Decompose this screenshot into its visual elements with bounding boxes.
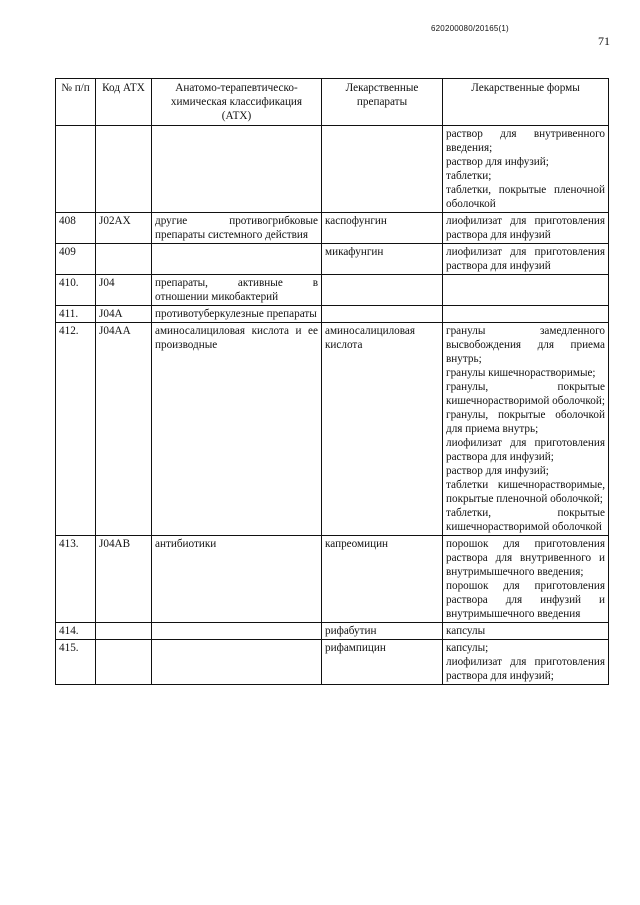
table-header-row — [56, 79, 609, 126]
header-num: № п/п — [56, 79, 96, 126]
dosage-forms — [443, 244, 609, 275]
atx-code — [96, 244, 152, 275]
atx-code — [96, 126, 152, 213]
table-row — [56, 244, 609, 275]
dosage-form-item: лиофилизат для приготовления раствора для инфузий; — [446, 656, 605, 682]
table-row — [56, 536, 609, 623]
drug-name: капреомицин — [322, 536, 443, 623]
dosage-form-item: раствор для инфузий; — [446, 465, 549, 477]
drug-name: рифабутин — [322, 623, 443, 640]
dosage-form-item: таблетки; — [446, 170, 492, 182]
atx-classification — [152, 244, 322, 275]
header-drugs: Лекарственные препараты — [322, 79, 443, 126]
row-number: 410. — [56, 275, 96, 306]
dosage-form-item: раствор для инфузий; — [446, 156, 549, 168]
header-code: Код АТХ — [96, 79, 152, 126]
drug-name: микафунгин — [322, 244, 443, 275]
atx-classification: противотуберкулезные препараты — [152, 306, 322, 323]
atx-code: J04AA — [96, 323, 152, 536]
dosage-form-item: таблетки, покрытые пленочной оболочкой — [446, 184, 605, 210]
document-code: 620200080/20165(1) — [431, 24, 509, 33]
drug-name — [322, 126, 443, 213]
dosage-form-item: капсулы; — [446, 642, 489, 654]
dosage-form-item: лиофилизат для приготовления раствора для инфузий — [446, 215, 605, 241]
dosage-form-item: капсулы — [446, 625, 486, 637]
dosage-form-item: лиофилизат для приготовления раствора для инфузий; — [446, 437, 605, 463]
atx-classification — [152, 623, 322, 640]
table-row — [56, 126, 609, 213]
dosage-forms — [443, 536, 609, 623]
dosage-forms — [443, 623, 609, 640]
atx-classification — [152, 126, 322, 213]
table-row — [56, 306, 609, 323]
dosage-form-item: гранулы кишечнорастворимые; — [446, 367, 596, 379]
dosage-forms — [443, 275, 609, 306]
table-row — [56, 275, 609, 306]
dosage-form-item: порошок для приготовления раствора для внутривенного и внутримышечного введения; — [446, 538, 605, 578]
dosage-form-item: лиофилизат для приготовления раствора для инфузий — [446, 246, 605, 272]
atx-classification: другие противогрибковые препараты системного действия — [152, 213, 322, 244]
table-row — [56, 323, 609, 536]
atx-code — [96, 640, 152, 685]
drug-name: каспофунгин — [322, 213, 443, 244]
table-body — [56, 126, 609, 685]
atx-code: J04 — [96, 275, 152, 306]
drug-name: рифампицин — [322, 640, 443, 685]
row-number: 414. — [56, 623, 96, 640]
row-number: 412. — [56, 323, 96, 536]
atx-code: J04AB — [96, 536, 152, 623]
atx-code: J02AX — [96, 213, 152, 244]
atx-code — [96, 623, 152, 640]
row-number: 411. — [56, 306, 96, 323]
dosage-form-item: гранулы замедленного высвобождения для приема внутрь; — [446, 325, 605, 365]
dosage-form-item: раствор для внутривенного введения; — [446, 128, 605, 154]
atx-code: J04A — [96, 306, 152, 323]
dosage-form-item: таблетки, покрытые кишечнорастворимой оболочкой — [446, 507, 605, 533]
table-row — [56, 640, 609, 685]
dosage-form-item: гранулы, покрытые оболочкой для приема внутрь; — [446, 409, 605, 435]
drug-name — [322, 275, 443, 306]
header-class: Анатомо-терапевтическо-химическая классификация (АТХ) — [152, 79, 322, 126]
atx-classification: аминосалициловая кислота и ее производные — [152, 323, 322, 536]
dosage-forms — [443, 640, 609, 685]
dosage-forms — [443, 126, 609, 213]
atx-classification: препараты, активные в отношении микобактерий — [152, 275, 322, 306]
header-forms: Лекарственные формы — [443, 79, 609, 126]
dosage-form-item: таблетки кишечнорастворимые, покрытые пленочной оболочкой; — [446, 479, 605, 505]
row-number: 415. — [56, 640, 96, 685]
drug-name — [322, 306, 443, 323]
row-number — [56, 126, 96, 213]
atx-classification — [152, 640, 322, 685]
drug-name: аминосалициловая кислота — [322, 323, 443, 536]
page-number: 71 — [598, 34, 610, 48]
dosage-form-item: гранулы, покрытые кишечнорастворимой оболочкой; — [446, 381, 605, 407]
table-row — [56, 623, 609, 640]
dosage-form-item: порошок для приготовления раствора для инфузий и внутримышечного введения — [446, 580, 605, 620]
dosage-forms — [443, 323, 609, 536]
atx-classification: антибиотики — [152, 536, 322, 623]
row-number: 409 — [56, 244, 96, 275]
dosage-forms — [443, 306, 609, 323]
dosage-forms — [443, 213, 609, 244]
row-number: 413. — [56, 536, 96, 623]
row-number: 408 — [56, 213, 96, 244]
atx-table — [55, 78, 609, 685]
table-row — [56, 213, 609, 244]
